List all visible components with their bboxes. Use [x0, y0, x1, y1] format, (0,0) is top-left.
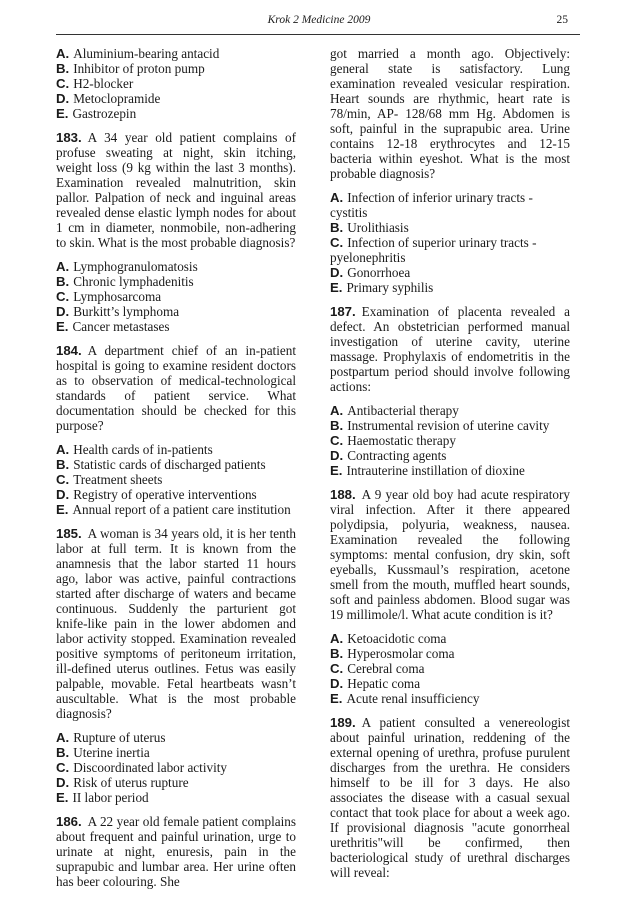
q187-option-d: D. Contracting agents — [330, 448, 447, 463]
question-184: 184. A department chief of an in-patient hospital is going to examine resident doctors as to observation of medical-technological standards of patient service. What documentation should be checked for this purpose? — [56, 343, 296, 433]
q183-option-d: D. Burkitt’s lymphoma — [56, 304, 180, 319]
question-185: 185. A woman is 34 years old, it is her tenth labor at full term. It is known from the anamnesis that the labor started 11 hours ago, labor was active, painful contractions started after discharge of waters and became continuous. Suddenly the parturient got knife-like pain in the lower abdomen and labor activity stopped. Examination revealed positive symptoms of peritoneum irritation, ill-defined uterus outlines. Fetus was easily palpable, movable. Fetal heartbeats wasn’t auscultable. What is the most probable diagnosis? — [56, 526, 296, 721]
q184-option-c: C. Treatment sheets — [56, 472, 163, 487]
q182-option-a: A. Aluminium-bearing antacid — [56, 46, 220, 61]
q185-option-b: B. Uterine inertia — [56, 745, 150, 760]
q182-option-c: C. H2-blocker — [56, 76, 134, 91]
running-title: Krok 2 Medicine 2009 — [267, 14, 371, 26]
page-number: 25 — [556, 14, 568, 26]
q187-option-c: C. Haemostatic therapy — [330, 433, 456, 448]
q186-option-b: B. Urolithiasis — [330, 220, 409, 235]
q188-option-b: B. Hyperosmolar coma — [330, 646, 455, 661]
q183-option-a: A. Lymphogranulomatosis — [56, 259, 198, 274]
q184-option-d: D. Registry of operative interventions — [56, 487, 257, 502]
q187-option-a: A. Antibacterial therapy — [330, 403, 459, 418]
question-183: 183. A 34 year old patient complains of profuse sweating at night, skin itching, weight loss (9 kg within the last 3 months). Examination revealed malnutrition, skin pallor. Palpation of neck and inguinal areas revealed dense elastic lymph nodes for about 1 cm in diameter, nonmobile, non-adhering to skin. What is the most probable diagnosis? — [56, 130, 296, 250]
question-189: 189. A patient consulted a venereologist about painful urination, reddening of the external opening of urethra, profuse purulent discharges from the urethra. He considers himself to be ill for 3 days. He also associates the disease with a casual sexual contact that took place for about a week ago. If provisional diagnosis "acute gonorrheal urethritis"will be confirmed, then bacteriological study of urethral discharges will reveal: — [330, 715, 570, 880]
q186-option-c: C. Infection of superior urinary tracts - pyelonephritis — [330, 235, 537, 265]
header-rule — [56, 34, 580, 35]
q188-option-e: E. Acute renal insufficiency — [330, 691, 480, 706]
q185-option-c: C. Discoordinated labor activity — [56, 760, 227, 775]
q184-option-b: B. Statistic cards of discharged patients — [56, 457, 266, 472]
q186-option-a: A. Infection of inferior urinary tracts - cystitis — [330, 190, 533, 220]
q186-option-e: E. Primary syphilis — [330, 280, 434, 295]
q183-option-c: C. Lymphosarcoma — [56, 289, 162, 304]
question-187: 187. Examination of placenta revealed a defect. An obstetrician performed manual investigation of uterine cavity, uterine massage. Prophylaxis of endometritis in the postpartum period should involve following actions: — [330, 304, 570, 394]
q182-options — [56, 46, 296, 121]
q185-options — [56, 730, 296, 805]
right-column — [330, 46, 570, 889]
question-188: 188. A 9 year old boy had acute respiratory viral infection. After it there appeared polydipsia, polyuria, weakness, nausea. Examination revealed the following symptoms: mental confusion, dry skin, soft eyeballs, Kussmaul’s respiration, acetone smell from the mouth, muffled heart sounds, soft and painless abdomen. Blood sugar was 19 millimole/l. What acute condition is it? — [330, 487, 570, 622]
q185-option-a: A. Rupture of uterus — [56, 730, 166, 745]
q186-options — [330, 190, 570, 295]
q186-option-d: D. Gonorrhoea — [330, 265, 411, 280]
q184-options — [56, 442, 296, 517]
q188-option-c: C. Cerebral coma — [330, 661, 425, 676]
question-186-start: 186. A 22 year old female patient complains about frequent and painful urination, urge to urinate at night, enuresis, pain in the suprapubic and lumbar area. Her urine often has beer colouring. She — [56, 814, 296, 889]
q188-option-d: D. Hepatic coma — [330, 676, 421, 691]
q184-option-a: A. Health cards of in-patients — [56, 442, 213, 457]
q187-option-e: E. Intrauterine instillation of dioxine — [330, 463, 525, 478]
q184-option-e: E. Annual report of a patient care institution — [56, 502, 291, 517]
q182-option-e: E. Gastrozepin — [56, 106, 137, 121]
left-column — [56, 46, 296, 898]
q185-option-e: E. II labor period — [56, 790, 149, 805]
q187-option-b: B. Instrumental revision of uterine cavity — [330, 418, 550, 433]
question-186-continued: got married a month ago. Objectively: general state is satisfactory. Lung examination revealed vesicular respiration. Heart sounds are rhythmic, heart rate is 78/min, AP- 128/68 mm Hg. Abdomen is soft, painful in the suprapubic area. Urine contains 12-18 erythrocytes and 12-15 bacteria within eyeshot. What is the most probable diagnosis? — [330, 46, 570, 181]
q183-option-e: E. Cancer metastases — [56, 319, 170, 334]
q185-option-d: D. Risk of uterus rupture — [56, 775, 189, 790]
q183-option-b: B. Chronic lymphadenitis — [56, 274, 194, 289]
q188-option-a: A. Ketoacidotic coma — [330, 631, 447, 646]
q188-options — [330, 631, 570, 706]
q182-option-d: D. Metoclopramide — [56, 91, 161, 106]
q182-option-b: B. Inhibitor of proton pump — [56, 61, 205, 76]
page-header — [0, 14, 638, 34]
q187-options — [330, 403, 570, 478]
q183-options — [56, 259, 296, 334]
